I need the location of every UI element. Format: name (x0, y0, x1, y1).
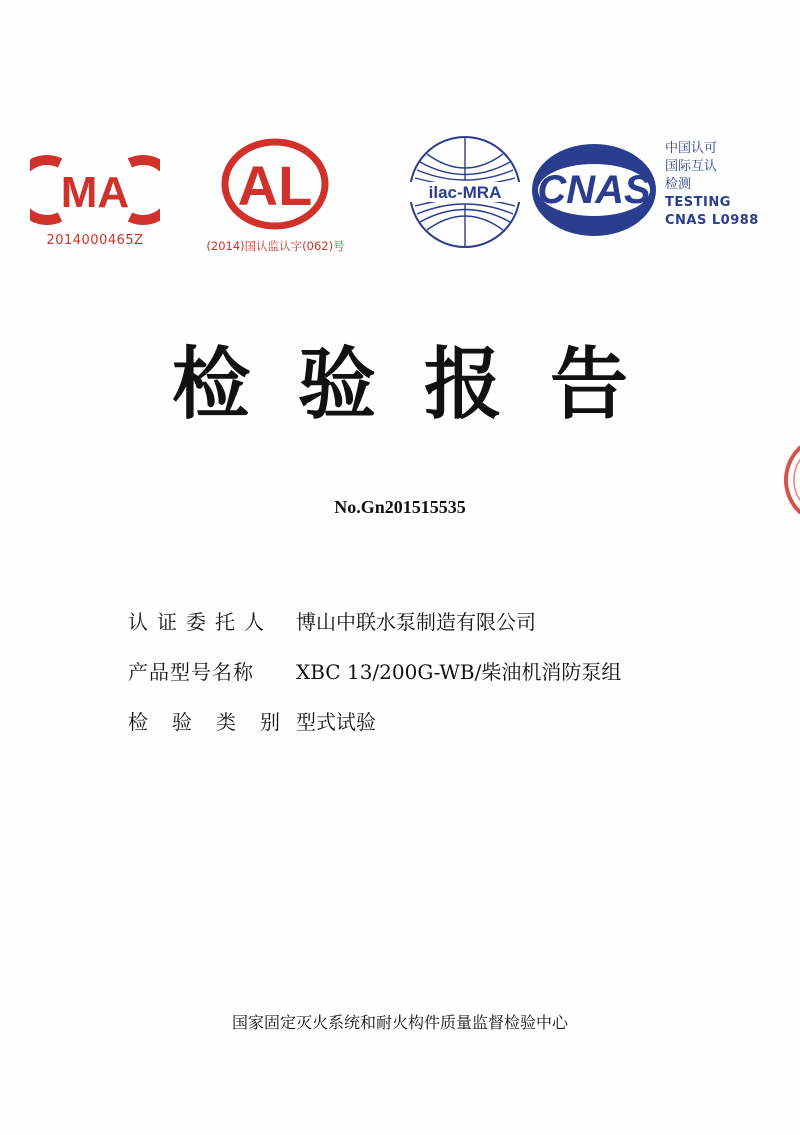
info-row-client (128, 606, 728, 656)
cma-mark-icon (30, 155, 160, 225)
report-title: 检验报告 (171, 340, 676, 430)
svg-text:MA: MA (60, 168, 130, 217)
cnas-line: 检测 (665, 177, 692, 192)
cal-number: (2014)国认监认字(062)号 (206, 239, 345, 253)
svg-text:AL: AL (237, 154, 313, 217)
cnas-logo (530, 140, 770, 244)
product-value: XBC 13/200G-WB/柴油机消防泵组 (296, 660, 622, 684)
client-value: 博山中联水泵制造有限公司 (296, 610, 536, 634)
cnas-line: CNAS L0988 (665, 213, 759, 228)
cnas-accreditation-text (665, 140, 759, 230)
info-row-product (128, 656, 728, 706)
issuing-organization: 国家固定灭火系统和耐火构件质量监督检验中心 (231, 1013, 568, 1032)
cnas-mark-icon (530, 140, 660, 240)
cal-mark-icon (188, 137, 363, 232)
info-row-test-type (128, 706, 728, 756)
cma-number: 2014000465Z (46, 233, 144, 248)
svg-text:CNAS: CNAS (537, 168, 651, 212)
cnas-line: TESTING (665, 195, 731, 210)
product-label: 产品型号名称 (128, 660, 254, 684)
ilac-mra-logo (405, 132, 525, 256)
test-type-label: 检验类别 (128, 710, 304, 734)
test-type-value: 型式试验 (296, 710, 376, 734)
svg-text:ilac-MRA: ilac-MRA (428, 183, 502, 202)
ilac-globe-icon (405, 132, 525, 252)
seal-stamp-icon (780, 430, 800, 530)
cma-logo (30, 155, 160, 248)
cal-logo (188, 137, 363, 254)
report-info-table (128, 606, 728, 756)
cnas-line: 国际互认 (665, 159, 718, 174)
cnas-line: 中国认可 (665, 141, 718, 156)
client-label: 认证委托人 (128, 610, 273, 634)
report-number: No.Gn201515535 (334, 497, 466, 517)
